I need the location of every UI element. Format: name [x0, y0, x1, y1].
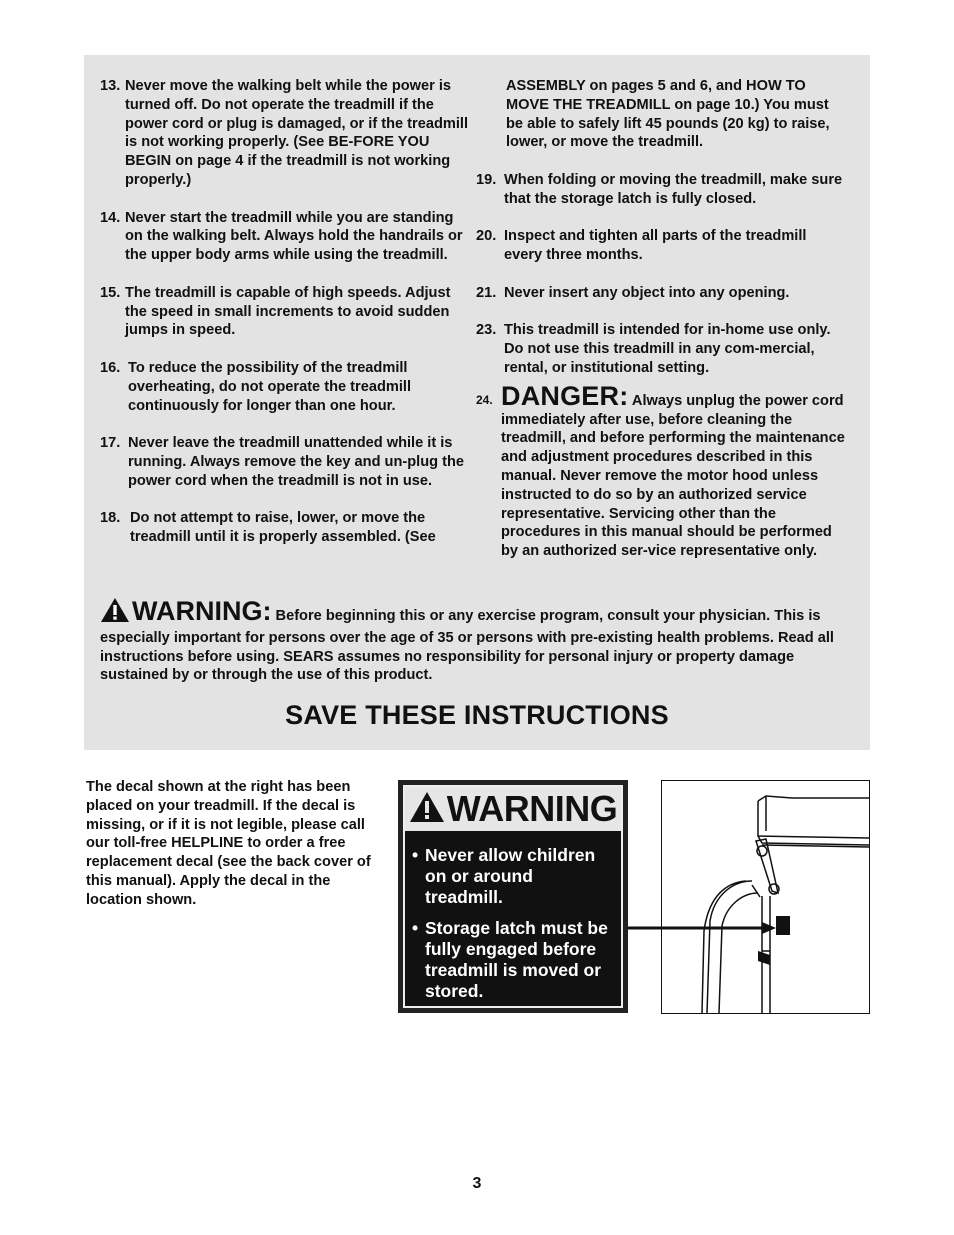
list-item — [100, 284, 468, 340]
decal-heading: WARNING — [446, 788, 618, 829]
list-item — [476, 171, 846, 209]
item-text: When folding or moving the treadmill, make sure that the storage latch is fully closed. — [504, 171, 843, 207]
decal-location-arrow — [620, 918, 780, 942]
list-item — [100, 509, 468, 547]
danger-heading: DANGER: — [501, 380, 629, 411]
list-item — [476, 321, 846, 377]
decal-description: The decal shown at the right has been placed on your treadmill. If the decal is missing, or if it is not legible, please call our toll-free HELPLINE to order a free replacement decal (see the back cover of this manual). Apply the decal in the location shown. — [86, 779, 371, 908]
item-text: Never insert any object into any opening. — [504, 284, 790, 301]
item-number: 14. — [100, 209, 121, 226]
item-text: Never move the walking belt while the power is turned off. Do not operate the treadmill if the power cord or plug is damaged, or if the treadmill is not working properly. (See BE-FORE YOU BEGIN on page 4 if the treadmill is not working properly.) — [125, 78, 469, 188]
decal-bullet — [412, 845, 615, 908]
decal-bullet-text: Never allow children on or around treadmill. — [425, 845, 596, 907]
item-text: This treadmill is intended for in-home use only. Do not use this treadmill in any com-mercial, rental, or institutional setting. — [504, 322, 831, 376]
item-number: 20. — [476, 228, 497, 245]
item-number: 15. — [100, 284, 121, 301]
danger-item — [476, 380, 846, 561]
treadmill-drawing — [662, 781, 869, 1013]
bullet-dot: • — [412, 845, 419, 865]
warning-block — [100, 597, 856, 685]
list-item — [476, 227, 846, 265]
warning-heading: WARNING: — [132, 596, 272, 626]
danger-body — [501, 380, 846, 561]
item-text: Inspect and tighten all parts of the treadmill every three months. — [504, 228, 807, 264]
list-item — [100, 209, 468, 265]
item-text: Never start the treadmill while you are standing on the walking belt. Always hold the handrails or the upper body arms while using the treadmill. — [125, 209, 463, 264]
danger-text: Always unplug the power cord immediately after use, before cleaning the treadmill, and before performing the maintenance and adjustment procedures described in this manual. Never remove the motor hood unless instructed to do so by an authorized service representative. Servicing other than the procedures in this manual should be performed by an authorized ser-vice representative only. — [501, 392, 845, 560]
list-item-continuation — [476, 77, 846, 152]
warning-text: Before beginning this or any exercise program, consult your physician. This is especially important for persons over the age of 35 or persons with pre-existing health problems. Read all instructions before using. SEARS assumes no responsibility for personal injury or property damage sustained by or through the use of this product. — [100, 608, 834, 684]
item-text: ASSEMBLY on pages 5 and 6, and HOW TO MOVE THE TREADMILL on page 10.) You must be able to safely lift 45 pounds (20 kg) to raise, lower, or move the treadmill. — [506, 78, 830, 151]
item-number: 23. — [476, 322, 497, 339]
item-number: 19. — [476, 171, 497, 188]
item-text: Do not attempt to raise, lower, or move the treadmill until it is properly assembled. (See — [130, 510, 436, 546]
decal-bullet-text: Storage latch must be fully engaged before treadmill is moved or stored. — [425, 918, 608, 1001]
item-text: Never leave the treadmill unattended while it is running. Always remove the key and un-plug the power cord when the treadmill is not in use. — [128, 435, 464, 489]
item-number: 18. — [100, 510, 121, 527]
item-number: 13. — [100, 78, 121, 94]
item-number: 21. — [476, 284, 497, 301]
bullet-dot: • — [412, 918, 419, 938]
decal-bullet — [412, 918, 615, 1002]
item-number: 24. — [476, 392, 493, 407]
page-number: 3 — [472, 1175, 482, 1192]
item-text: The treadmill is capable of high speeds. Adjust the speed in small increments to avoid sudden jumps in speed. — [125, 284, 451, 339]
item-number: 17. — [100, 435, 121, 452]
save-instructions-title: SAVE THESE INSTRUCTIONS — [285, 700, 669, 730]
item-text: To reduce the possibility of the treadmill overheating, do not operate the treadmill continuously for longer than one hour. — [128, 359, 411, 414]
list-item — [100, 434, 468, 490]
list-item — [100, 359, 468, 415]
right-column — [476, 77, 846, 561]
list-item — [476, 284, 846, 303]
decal-bullets — [412, 845, 615, 1012]
item-number: 16. — [100, 359, 121, 376]
decal-header — [405, 787, 621, 831]
list-item — [100, 77, 468, 190]
warning-triangle-icon — [100, 597, 130, 629]
left-column — [100, 77, 468, 547]
treadmill-illustration — [661, 780, 870, 1014]
warning-triangle-icon — [409, 791, 445, 828]
decal-inner — [403, 785, 623, 1008]
warning-decal — [398, 780, 628, 1013]
